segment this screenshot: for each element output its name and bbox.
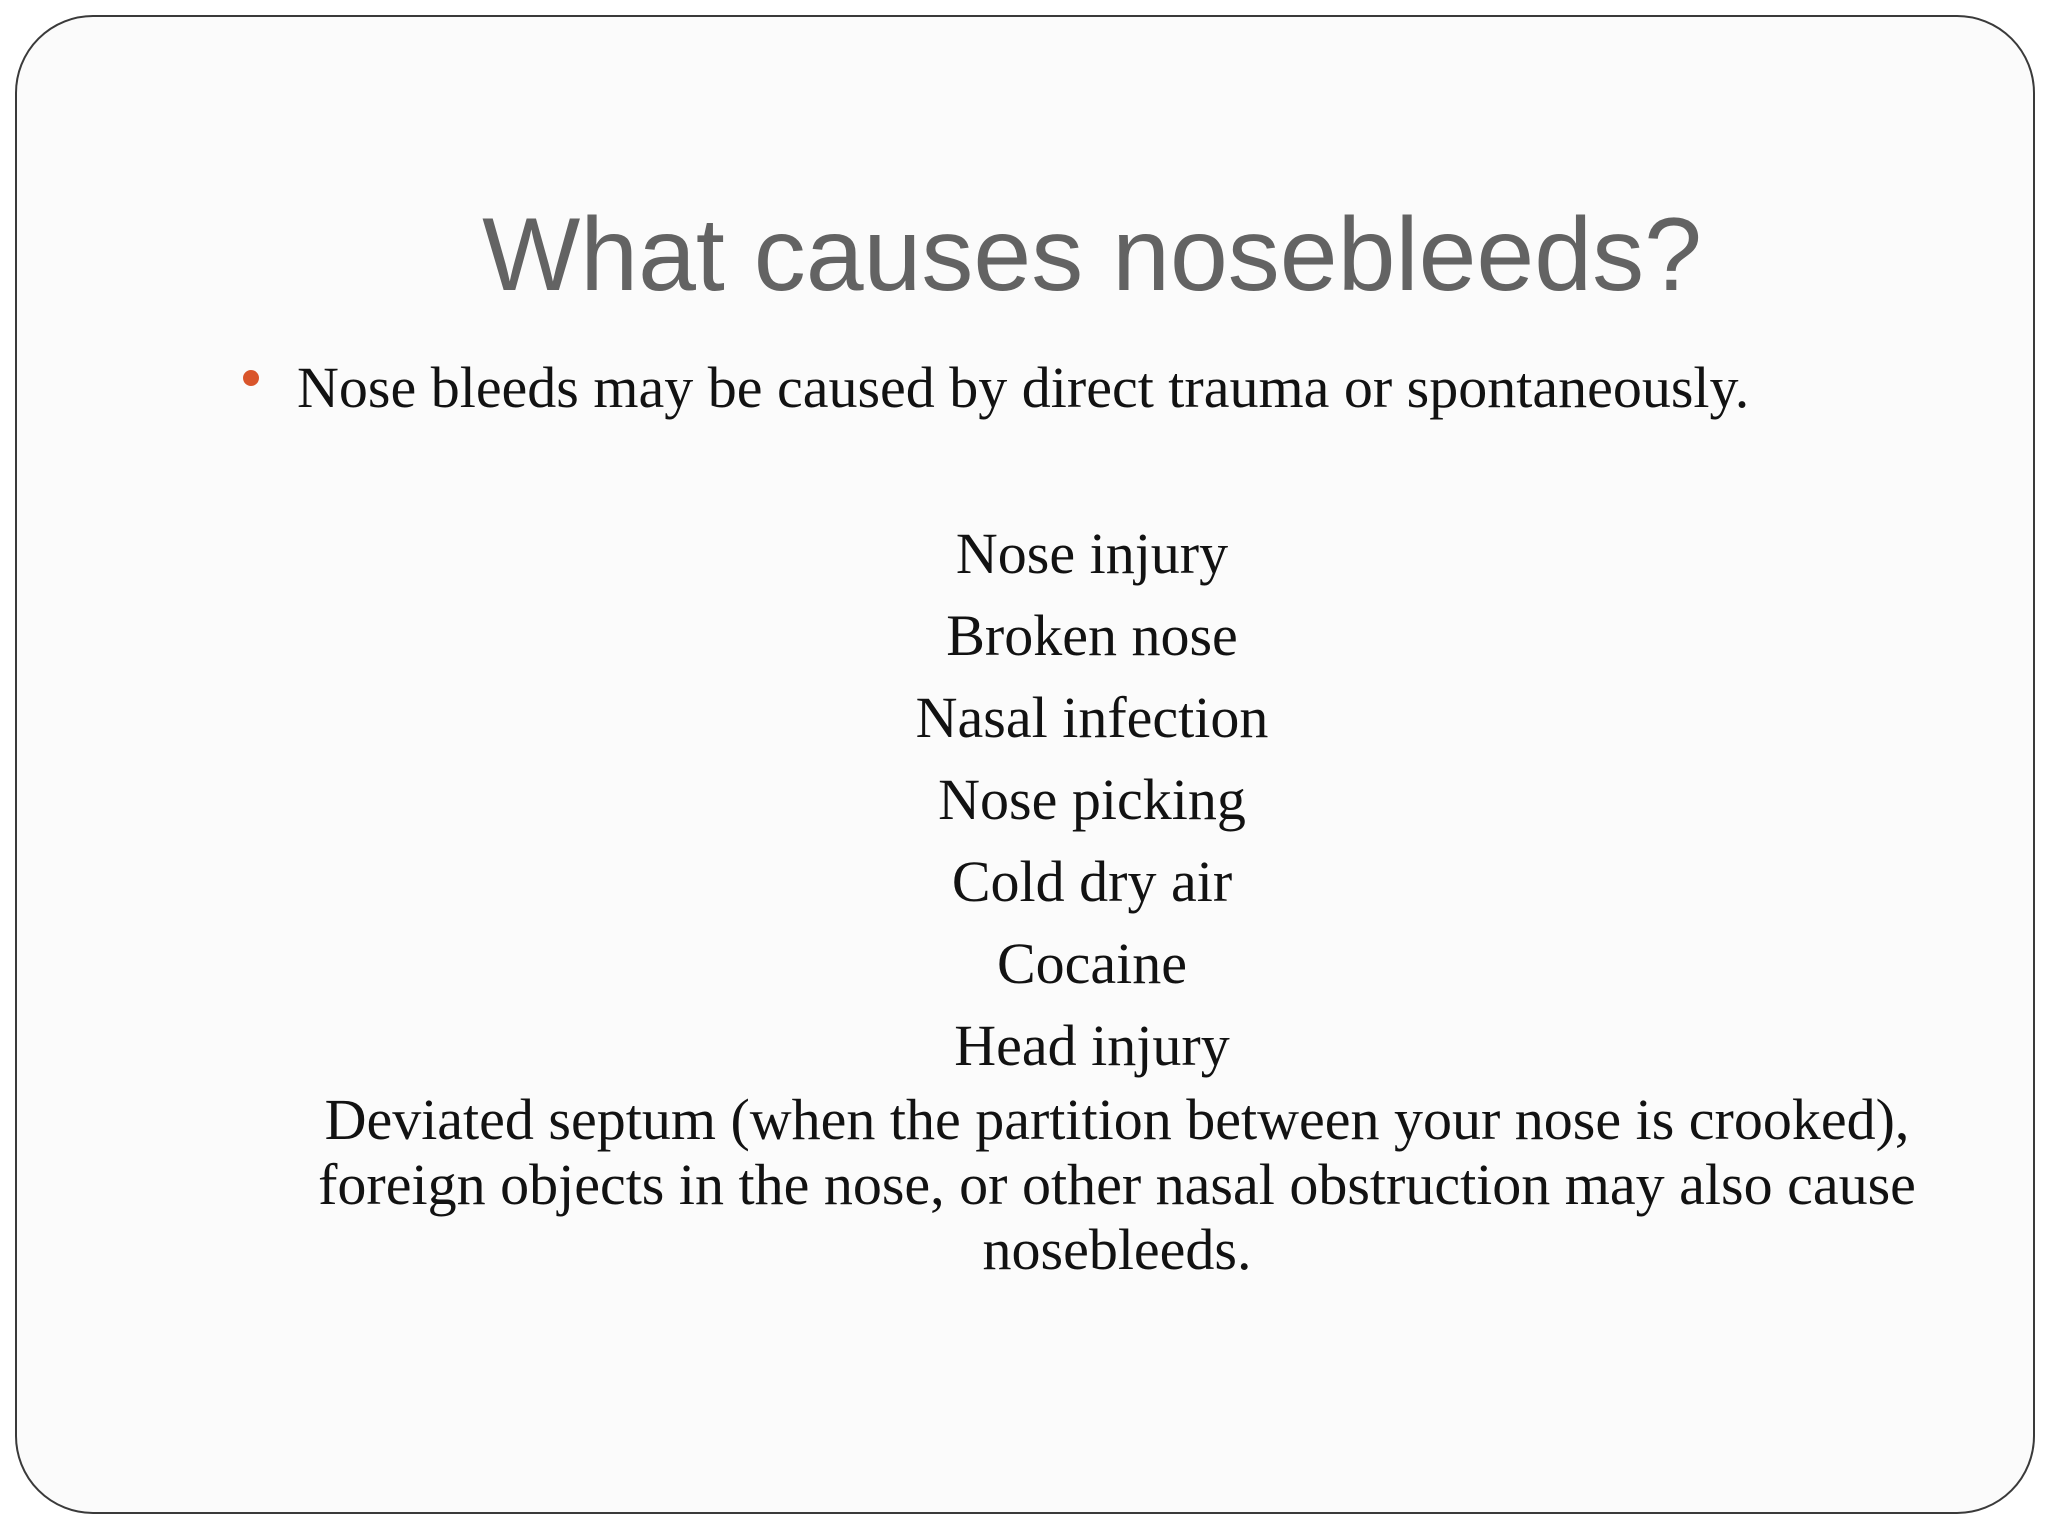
cause-item: Cocaine — [996, 931, 1188, 996]
cause-item: Nasal infection — [915, 685, 1269, 750]
bullet-text: Nose bleeds may be caused by direct trauma or spontaneously. — [297, 354, 1750, 420]
cause-item: Nose picking — [938, 767, 1246, 832]
cause-item: Head injury — [954, 1013, 1230, 1078]
cause-item: Cold dry air — [951, 849, 1233, 914]
causes-list — [17, 513, 2048, 1087]
slide-title: What causes nosebleeds? — [482, 197, 1702, 313]
slide — [15, 15, 2035, 1514]
cause-item: Nose injury — [955, 521, 1229, 586]
bullet-dot-icon — [243, 370, 259, 386]
closing-note: Deviated septum (when the partition between your nose is crooked), foreign objects in the nose, or other nasal obstruction may also cause nosebleeds. — [318, 1087, 1916, 1282]
cause-item: Broken nose — [946, 603, 1238, 668]
bullet-item — [243, 347, 1749, 427]
